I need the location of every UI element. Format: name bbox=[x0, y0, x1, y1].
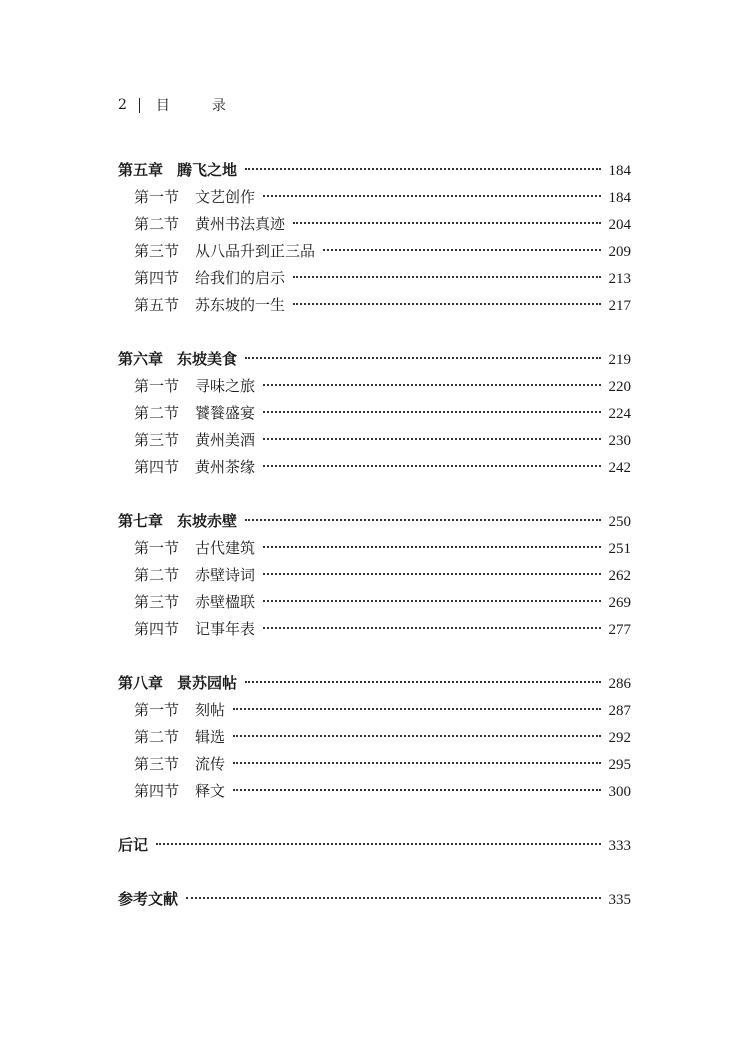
running-header bbox=[118, 96, 240, 114]
dot-leader bbox=[233, 735, 600, 737]
page-number: 2 bbox=[118, 97, 127, 113]
section-page-number: 224 bbox=[608, 406, 631, 422]
dot-leader bbox=[263, 600, 600, 602]
toc-chapter bbox=[118, 832, 631, 859]
toc-section-entry[interactable] bbox=[118, 778, 631, 805]
section-number: 第一节 bbox=[134, 188, 180, 206]
dot-leader bbox=[245, 168, 600, 170]
toc-section-entry[interactable] bbox=[118, 697, 631, 724]
section-title: 饕餮盛宴 bbox=[195, 404, 256, 422]
chapter-page-number: 286 bbox=[608, 676, 631, 692]
section-number: 第一节 bbox=[134, 539, 180, 557]
dot-leader bbox=[263, 384, 600, 386]
section-title: 流传 bbox=[195, 755, 226, 773]
section-number: 第四节 bbox=[134, 782, 180, 800]
section-title: 文艺创作 bbox=[195, 188, 256, 206]
toc-chapter-entry[interactable] bbox=[118, 886, 631, 913]
toc-chapter-entry[interactable] bbox=[118, 670, 631, 697]
section-number: 第四节 bbox=[134, 458, 180, 476]
section-page-number: 277 bbox=[608, 622, 631, 638]
dot-leader bbox=[245, 681, 600, 683]
chapter-page-number: 333 bbox=[608, 838, 631, 854]
toc-chapter bbox=[118, 508, 631, 643]
dot-leader bbox=[323, 249, 600, 251]
chapter-page-number: 335 bbox=[608, 892, 631, 908]
toc-chapter bbox=[118, 886, 631, 913]
section-number: 第四节 bbox=[134, 269, 180, 287]
chapter-page-number: 184 bbox=[608, 163, 631, 179]
dot-leader bbox=[263, 195, 600, 197]
chapter-title: 东坡美食 bbox=[177, 350, 238, 368]
section-title: 给我们的启示 bbox=[195, 269, 286, 287]
dot-leader bbox=[233, 762, 600, 764]
dot-leader bbox=[263, 573, 600, 575]
section-page-number: 184 bbox=[608, 190, 631, 206]
section-title: 古代建筑 bbox=[195, 539, 256, 557]
dot-leader bbox=[263, 438, 600, 440]
section-title: 从八品升到正三品 bbox=[195, 242, 316, 260]
chapter-number: 第五章 bbox=[118, 161, 164, 179]
section-page-number: 292 bbox=[608, 730, 631, 746]
section-page-number: 217 bbox=[608, 298, 631, 314]
toc-section-entry[interactable] bbox=[118, 751, 631, 778]
table-of-contents bbox=[118, 157, 631, 940]
header-title: 目 录 bbox=[155, 98, 240, 114]
dot-leader bbox=[245, 357, 600, 359]
dot-leader bbox=[245, 519, 600, 521]
dot-leader bbox=[293, 276, 600, 278]
chapter-title: 景苏园帖 bbox=[177, 674, 238, 692]
dot-leader bbox=[186, 897, 600, 899]
toc-section-entry[interactable] bbox=[118, 589, 631, 616]
toc-chapter bbox=[118, 157, 631, 319]
section-title: 苏东坡的一生 bbox=[195, 296, 286, 314]
dot-leader bbox=[233, 789, 600, 791]
section-title: 寻味之旅 bbox=[195, 377, 256, 395]
chapter-title: 参考文献 bbox=[118, 890, 179, 908]
section-title: 释文 bbox=[195, 782, 226, 800]
section-page-number: 300 bbox=[608, 784, 631, 800]
dot-leader bbox=[263, 411, 600, 413]
dot-leader bbox=[263, 546, 600, 548]
header-divider bbox=[139, 98, 140, 113]
chapter-title: 后记 bbox=[118, 836, 149, 854]
chapter-number: 第八章 bbox=[118, 674, 164, 692]
toc-section-entry[interactable] bbox=[118, 724, 631, 751]
toc-section-entry[interactable] bbox=[118, 454, 631, 481]
section-number: 第三节 bbox=[134, 431, 180, 449]
chapter-title: 东坡赤壁 bbox=[177, 512, 238, 530]
section-page-number: 269 bbox=[608, 595, 631, 611]
dot-leader bbox=[156, 843, 600, 845]
section-title: 黄州茶缘 bbox=[195, 458, 256, 476]
section-number: 第一节 bbox=[134, 377, 180, 395]
section-page-number: 204 bbox=[608, 217, 631, 233]
toc-section-entry[interactable] bbox=[118, 238, 631, 265]
section-title: 黄州书法真迹 bbox=[195, 215, 286, 233]
dot-leader bbox=[293, 303, 600, 305]
section-page-number: 287 bbox=[608, 703, 631, 719]
section-title: 黄州美酒 bbox=[195, 431, 256, 449]
section-number: 第一节 bbox=[134, 701, 180, 719]
toc-chapter bbox=[118, 346, 631, 481]
section-number: 第三节 bbox=[134, 755, 180, 773]
toc-chapter-entry[interactable] bbox=[118, 157, 631, 184]
section-page-number: 262 bbox=[608, 568, 631, 584]
toc-section-entry[interactable] bbox=[118, 265, 631, 292]
toc-chapter-entry[interactable] bbox=[118, 346, 631, 373]
dot-leader bbox=[293, 222, 600, 224]
toc-section-entry[interactable] bbox=[118, 400, 631, 427]
section-number: 第二节 bbox=[134, 566, 180, 584]
toc-section-entry[interactable] bbox=[118, 184, 631, 211]
section-page-number: 242 bbox=[608, 460, 631, 476]
toc-section-entry[interactable] bbox=[118, 292, 631, 319]
section-number: 第三节 bbox=[134, 593, 180, 611]
toc-section-entry[interactable] bbox=[118, 373, 631, 400]
section-number: 第二节 bbox=[134, 404, 180, 422]
dot-leader bbox=[263, 627, 600, 629]
toc-chapter bbox=[118, 670, 631, 805]
dot-leader bbox=[263, 465, 600, 467]
section-title: 刻帖 bbox=[195, 701, 226, 719]
section-page-number: 220 bbox=[608, 379, 631, 395]
chapter-page-number: 250 bbox=[608, 514, 631, 530]
section-page-number: 251 bbox=[608, 541, 631, 557]
toc-chapter-entry[interactable] bbox=[118, 508, 631, 535]
toc-section-entry[interactable] bbox=[118, 427, 631, 454]
section-page-number: 230 bbox=[608, 433, 631, 449]
toc-chapter-entry[interactable] bbox=[118, 832, 631, 859]
section-number: 第三节 bbox=[134, 242, 180, 260]
section-title: 赤壁楹联 bbox=[195, 593, 256, 611]
chapter-page-number: 219 bbox=[608, 352, 631, 368]
chapter-number: 第六章 bbox=[118, 350, 164, 368]
section-page-number: 295 bbox=[608, 757, 631, 773]
section-number: 第二节 bbox=[134, 728, 180, 746]
section-number: 第五节 bbox=[134, 296, 180, 314]
section-number: 第四节 bbox=[134, 620, 180, 638]
toc-section-entry[interactable] bbox=[118, 616, 631, 643]
chapter-title: 腾飞之地 bbox=[177, 161, 238, 179]
section-title: 记事年表 bbox=[195, 620, 256, 638]
toc-section-entry[interactable] bbox=[118, 535, 631, 562]
toc-section-entry[interactable] bbox=[118, 562, 631, 589]
section-title: 辑选 bbox=[195, 728, 226, 746]
section-page-number: 213 bbox=[608, 271, 631, 287]
section-title: 赤壁诗词 bbox=[195, 566, 256, 584]
section-number: 第二节 bbox=[134, 215, 180, 233]
toc-section-entry[interactable] bbox=[118, 211, 631, 238]
dot-leader bbox=[233, 708, 600, 710]
section-page-number: 209 bbox=[608, 244, 631, 260]
chapter-number: 第七章 bbox=[118, 512, 164, 530]
